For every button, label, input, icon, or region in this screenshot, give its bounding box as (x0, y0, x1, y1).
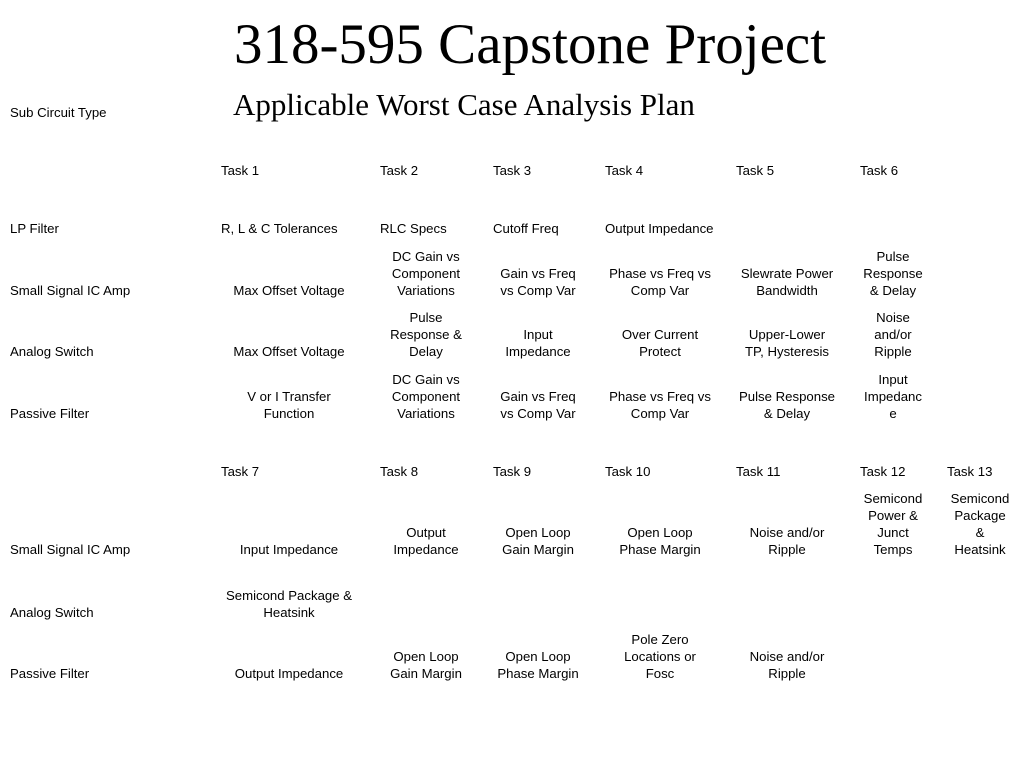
table-cell: Input Impedance (505, 327, 571, 359)
task-header: Task 13 (947, 464, 993, 479)
task-header: Task 8 (380, 464, 419, 479)
table-cell: Semicond Power & Junct Temps (863, 491, 923, 557)
page-title: 318-595 Capstone Project (233, 13, 827, 76)
table-cell: Upper-Lower TP, Hysteresis (744, 327, 830, 359)
table-cell: Pulse Response & Delay (390, 310, 462, 359)
table-cell: Noise and/or Ripple (749, 649, 825, 681)
table-cell: Output Impedance (393, 525, 459, 557)
table-cell: Slewrate Power Bandwidth (740, 266, 834, 298)
table-cell: DC Gain vs Component Variations (391, 372, 461, 421)
table-cell: Semicond Package & Heatsink (225, 588, 353, 620)
table-cell: Phase vs Freq vs Comp Var (609, 389, 711, 421)
table-cell: Input Impedanc e (864, 372, 922, 421)
table-cell: Noise and/or Ripple (874, 310, 912, 359)
task-header: Task 7 (221, 464, 260, 479)
table-cell: Cutoff Freq (493, 221, 559, 236)
row-label: Passive Filter (10, 666, 90, 681)
row-header-label: Sub Circuit Type (10, 105, 107, 120)
table-cell: Noise and/or Ripple (749, 525, 825, 557)
table-cell: Semicond Package & Heatsink (950, 491, 1010, 557)
table-cell: Max Offset Voltage (233, 344, 345, 359)
table-cell: Output Impedance (234, 666, 344, 681)
table-cell: RLC Specs (380, 221, 447, 236)
table-cell: Pole Zero Locations or Fosc (624, 632, 696, 681)
table-cell: Pulse Response & Delay (738, 389, 836, 421)
table-cell: Open Loop Phase Margin (619, 525, 701, 557)
table-cell: Input Impedance (239, 542, 339, 557)
table-cell: Pulse Response & Delay (863, 249, 923, 298)
page-subtitle: Applicable Worst Case Analysis Plan (233, 87, 695, 122)
row-label: Small Signal IC Amp (10, 283, 131, 298)
row-label: Small Signal IC Amp (10, 542, 131, 557)
table-cell: Phase vs Freq vs Comp Var (609, 266, 711, 298)
table-cell: Max Offset Voltage (233, 283, 345, 298)
table-cell: Open Loop Phase Margin (497, 649, 579, 681)
table-cell: Gain vs Freq vs Comp Var (500, 389, 576, 421)
row-label: LP Filter (10, 221, 59, 236)
task-header: Task 10 (605, 464, 651, 479)
table-cell: DC Gain vs Component Variations (391, 249, 461, 298)
table-cell: V or I Transfer Function (247, 389, 331, 421)
task-header: Task 3 (493, 163, 532, 178)
row-label: Analog Switch (10, 605, 94, 620)
task-header: Task 9 (493, 464, 532, 479)
row-label: Analog Switch (10, 344, 94, 359)
task-header: Task 6 (860, 163, 899, 178)
task-header: Task 4 (605, 163, 644, 178)
task-header: Task 12 (860, 464, 906, 479)
task-header: Task 1 (221, 163, 260, 178)
table-cell: R, L & C Tolerances (221, 221, 338, 236)
table-cell: Gain vs Freq vs Comp Var (500, 266, 576, 298)
row-label: Passive Filter (10, 406, 90, 421)
table-cell: Output Impedance (605, 221, 714, 236)
task-header: Task 5 (736, 163, 775, 178)
task-header: Task 11 (736, 464, 781, 479)
task-header: Task 2 (380, 163, 419, 178)
table-cell: Open Loop Gain Margin (502, 525, 574, 557)
table-cell: Over Current Protect (621, 327, 699, 359)
table-cell: Open Loop Gain Margin (390, 649, 462, 681)
